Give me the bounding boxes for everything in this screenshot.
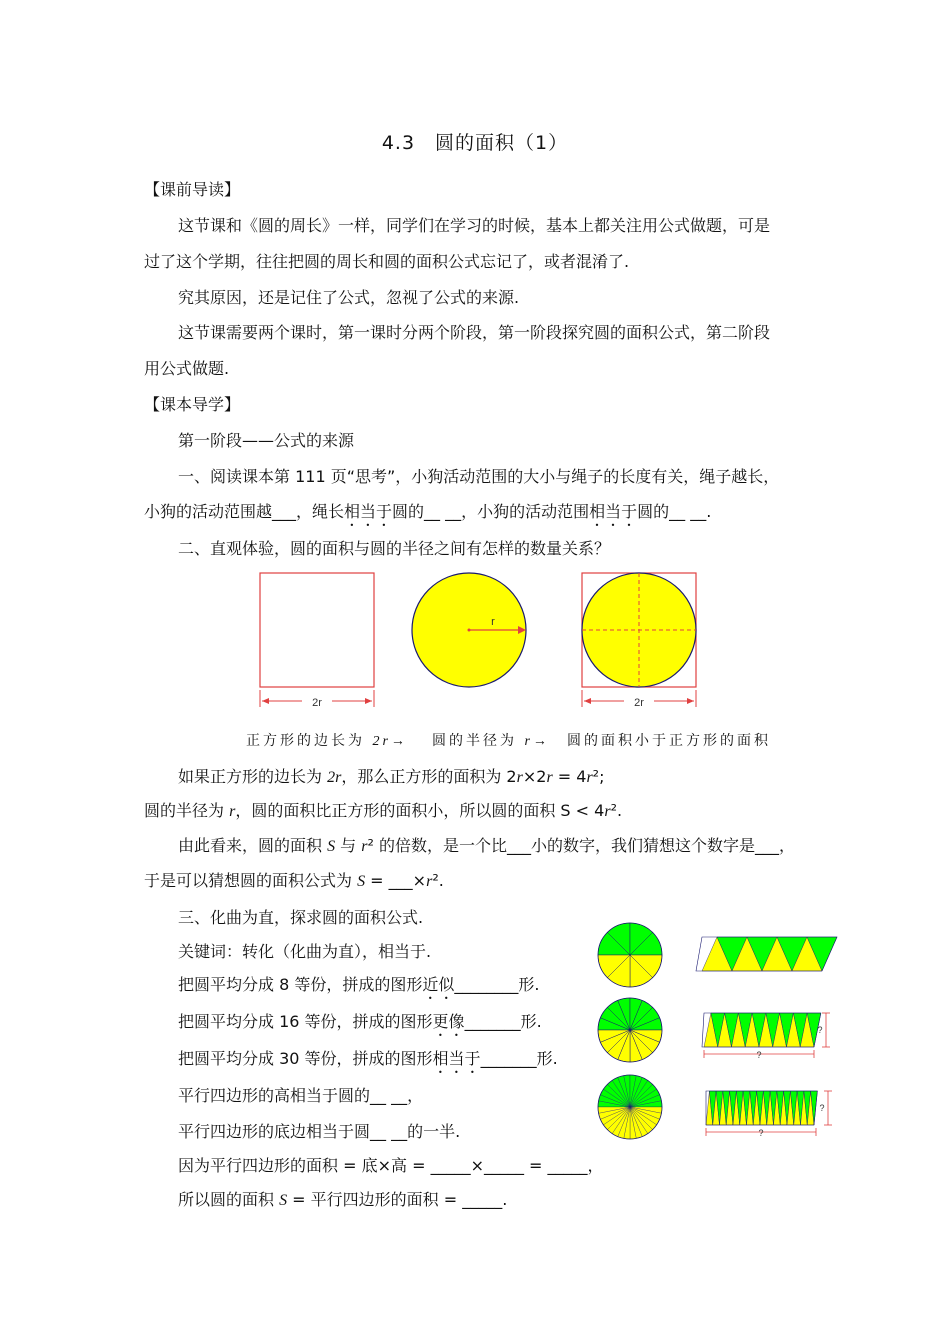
q3-s2-b: _______形. bbox=[464, 1012, 542, 1031]
q2-line-1 bbox=[178, 765, 604, 790]
dim-width-label-2: ? bbox=[758, 1128, 764, 1138]
caption-square bbox=[246, 730, 408, 750]
q2-l1-b: 2r bbox=[327, 769, 342, 786]
q2-l1-a: 如果正方形的边长为 bbox=[178, 767, 328, 786]
q1-text-1: 小狗的活动范围越___，绳长 bbox=[144, 502, 345, 521]
caption-circle bbox=[432, 730, 550, 750]
caption-circle-text: 圆的半径为 bbox=[432, 733, 525, 749]
dim-height-label-2: ? bbox=[819, 1103, 825, 1113]
q2-l2-a: 圆的半径为 bbox=[144, 801, 230, 820]
q2-l3-e: ² 的倍数，是一个比___小的数字，我们猜想这个数字是___， bbox=[367, 836, 796, 855]
q2-line-4 bbox=[144, 869, 444, 894]
q3-split-16 bbox=[178, 1010, 542, 1040]
square-side-label: 2r bbox=[312, 697, 322, 709]
radius-comparison-figure bbox=[250, 565, 710, 715]
q3-split-30 bbox=[178, 1047, 558, 1077]
q3-s3-emphasis: 相当于 bbox=[432, 1049, 481, 1068]
intro-paragraph-1b: 过了这个学期，往往把圆的周长和圆的面积公式忘记了，或者混淆了. bbox=[144, 252, 630, 271]
q2-l2-c: ，圆的面积比正方形的面积小，所以圆的面积 S < 4 bbox=[235, 801, 605, 820]
section-guide-heading: 【课本导学】 bbox=[144, 395, 241, 414]
q2-l4-a: 于是可以猜想圆的面积公式为 bbox=[144, 871, 358, 890]
q2-l3-b: S bbox=[327, 838, 336, 855]
q3-area: 因为平行四边形的面积 = 底×高 = _____×_____ = _____， bbox=[178, 1156, 604, 1175]
q2-l2-b: r bbox=[229, 803, 236, 820]
caption-square-expr: 2r→ bbox=[372, 734, 408, 749]
q2-l4-e: ². bbox=[432, 871, 444, 890]
q3-conclusion bbox=[178, 1188, 507, 1213]
q2-l1-f: r bbox=[546, 769, 553, 786]
q2-l1-c: ，那么正方形的面积为 2 bbox=[341, 767, 517, 786]
question-1-line-b bbox=[144, 500, 711, 530]
q1-emphasis-1: 相当于 bbox=[344, 502, 393, 521]
question-3-title: 三、化曲为直，探求圆的面积公式. bbox=[178, 908, 424, 927]
q3-keyword: 关键词：转化（化曲为直），相当于. bbox=[178, 942, 432, 961]
q2-l1-e: ×2 bbox=[522, 767, 547, 786]
intro-paragraph-3a: 这节课需要两个课时，第一课时分两个阶段，第一阶段探究圆的面积公式，第二阶段 bbox=[178, 323, 771, 342]
q3-height: 平行四边形的高相当于圆的__ __， bbox=[178, 1086, 424, 1105]
q2-l1-i: ²; bbox=[592, 767, 605, 786]
q2-l3-a: 由此看来，圆的面积 bbox=[178, 836, 328, 855]
caption-circle-expr: r→ bbox=[524, 734, 550, 749]
q3-concl-a: 所以圆的面积 bbox=[178, 1190, 280, 1209]
q3-s1-emphasis: 近似 bbox=[422, 975, 455, 994]
arrow-left-icon bbox=[262, 698, 269, 704]
q2-line-3 bbox=[178, 834, 795, 859]
q2-l3-c: 与 bbox=[335, 836, 362, 855]
intro-paragraph-2: 究其原因，还是记住了公式，忽视了公式的来源. bbox=[178, 288, 520, 307]
q2-l1-h: r bbox=[586, 769, 593, 786]
q2-l1-d: r bbox=[516, 769, 523, 786]
q3-s2-emphasis: 更像 bbox=[432, 1012, 465, 1031]
section-preview-heading: 【课前导读】 bbox=[144, 180, 241, 199]
caption-square-text: 正方形的边长为 bbox=[246, 733, 373, 749]
intro-paragraph-1a: 这节课和《圆的周长》一样，同学们在学习的时候，基本上都关注用公式做题，可是 bbox=[178, 216, 771, 235]
q3-s3-a: 把圆平均分成 30 等份，拼成的图形 bbox=[178, 1049, 433, 1068]
q2-l4-d: r bbox=[426, 873, 433, 890]
q2-line-2 bbox=[144, 799, 622, 824]
q3-s2-a: 把圆平均分成 16 等份，拼成的图形 bbox=[178, 1012, 433, 1031]
q2-l2-e: ². bbox=[610, 801, 623, 820]
question-1-line-a: 一、阅读课本第 111 页“思考”，小狗活动范围的大小与绳子的长度有关，绳子越长， bbox=[178, 467, 780, 486]
page-title: 4.3 圆的面积（1） bbox=[381, 132, 569, 154]
outer-square-side-label: 2r bbox=[634, 697, 644, 709]
q2-l4-c: = ___× bbox=[365, 871, 427, 890]
sector-rearrangement-figure bbox=[590, 915, 850, 1155]
radius-label: r bbox=[491, 616, 495, 628]
q3-s3-b: _______形. bbox=[480, 1049, 558, 1068]
q3-split-8 bbox=[178, 973, 539, 1003]
square-shape bbox=[260, 573, 374, 687]
question-2-title: 二、直观体验，圆的面积与圆的半径之间有怎样的数量关系？ bbox=[178, 539, 611, 558]
arrow-right-2-icon bbox=[687, 698, 694, 704]
intro-paragraph-3b: 用公式做题. bbox=[144, 359, 230, 378]
q2-l4-b: S bbox=[357, 873, 366, 890]
arrow-right-icon bbox=[365, 698, 372, 704]
q3-concl-c: = 平行四边形的面积 = _____. bbox=[287, 1190, 508, 1209]
q3-s1-b: ________形. bbox=[454, 975, 540, 994]
q2-l2-d: r bbox=[604, 803, 611, 820]
q3-concl-b: S bbox=[279, 1192, 288, 1209]
arrow-left-2-icon bbox=[584, 698, 591, 704]
caption-compare: 圆的面积小于正方形的面积 bbox=[567, 733, 771, 749]
dim-height-label-1: ? bbox=[817, 1025, 823, 1035]
dim-width-label-1: ? bbox=[756, 1050, 762, 1060]
q2-l3-d: r bbox=[361, 838, 368, 855]
q3-base: 平行四边形的底边相当于圆__ __的一半. bbox=[178, 1122, 461, 1141]
q3-s1-a: 把圆平均分成 8 等份，拼成的图形 bbox=[178, 975, 423, 994]
stage-1-heading: 第一阶段——公式的来源 bbox=[178, 431, 355, 450]
q2-l1-g: = 4 bbox=[552, 767, 587, 786]
q1-text-3: 圆的__ __. bbox=[637, 502, 712, 521]
q1-text-2: 圆的__ __，小狗的活动范围 bbox=[392, 502, 590, 521]
q1-emphasis-2: 相当于 bbox=[589, 502, 638, 521]
